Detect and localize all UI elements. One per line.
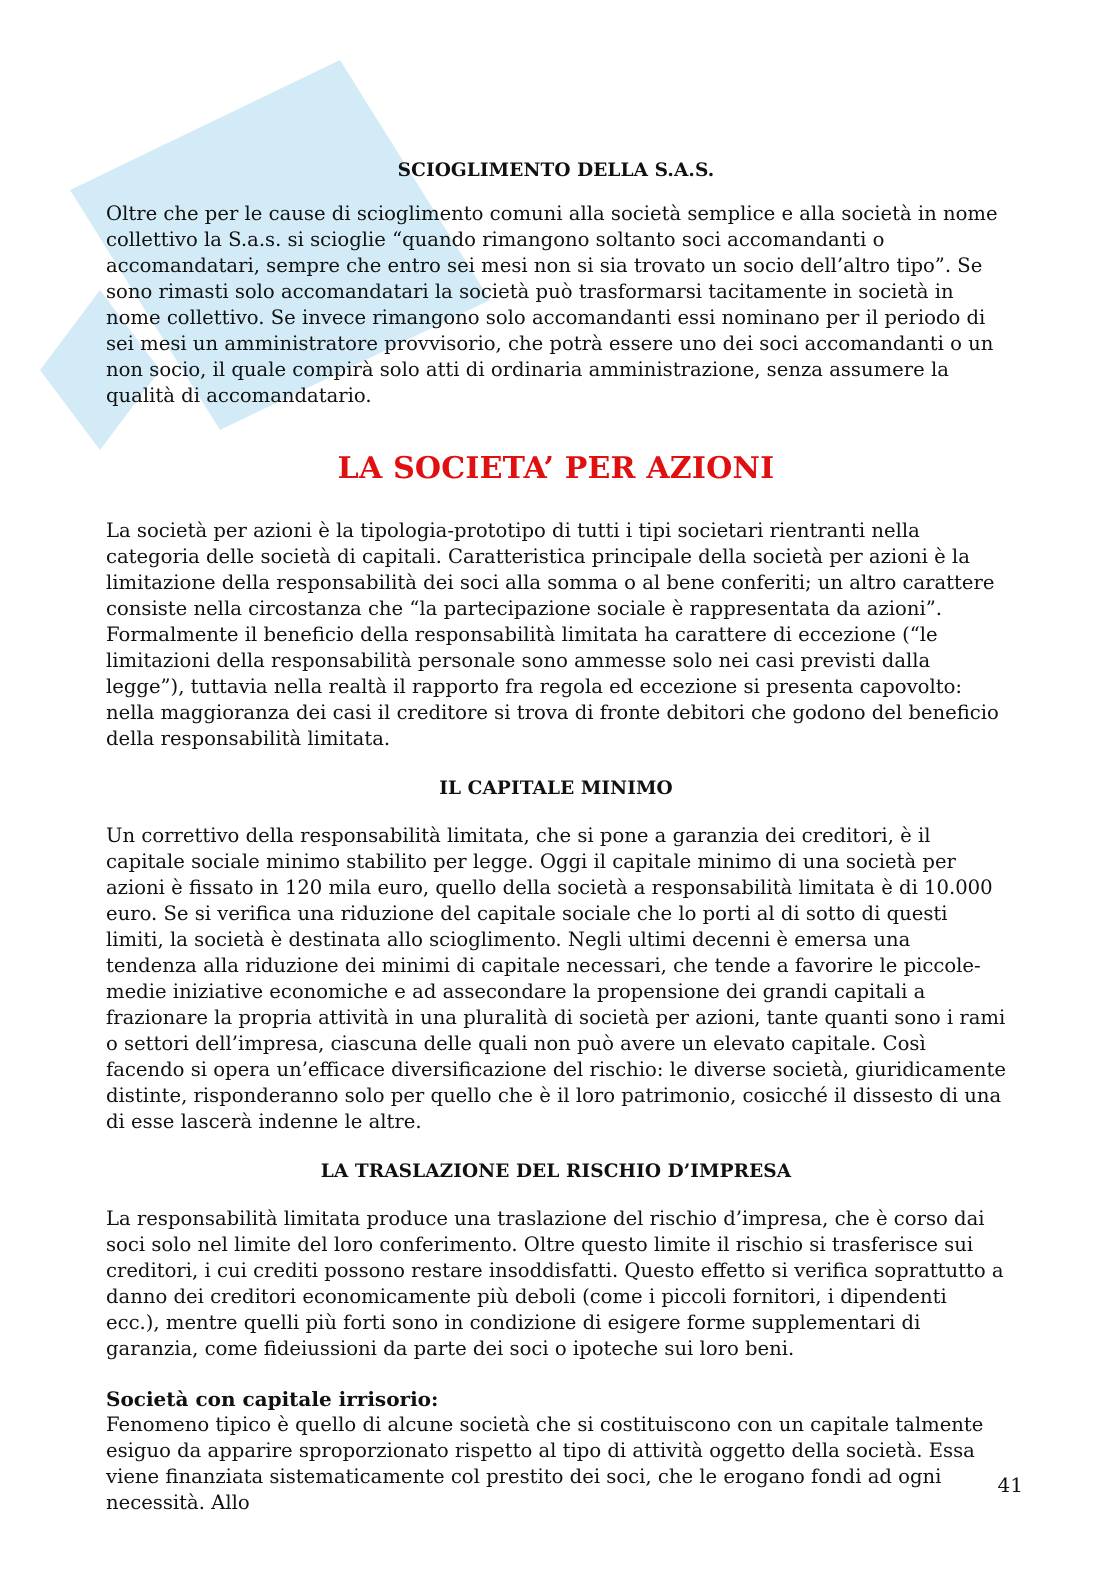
capitale-irrisorio-paragraph: Fenomeno tipico è quello di alcune società che si costituiscono con un capitale talmente esiguo da apparire sproporzionato rispetto al tipo di attività oggetto della società. Essa viene finanziata sistematicamente col prestito dei soci, che le erogano fondi ad ogni necessità. Allo: [106, 1413, 984, 1514]
rischio-impresa-title: LA TRASLAZIONE DEL RISCHIO D’IMPRESA: [320, 1161, 792, 1182]
capitale-minimo-title: IL CAPITALE MINIMO: [439, 778, 673, 799]
main-content: [106, 160, 1006, 1516]
capitale-irrisorio-subheading: Società con capitale irrisorio:: [106, 1387, 439, 1411]
page-number: 41: [997, 1473, 1023, 1497]
spa-title: LA SOCIETA’ PER AZIONI: [337, 451, 775, 486]
sas-title: SCIOGLIMENTO DELLA S.A.S.: [397, 160, 715, 181]
sas-paragraph: Oltre che per le cause di scioglimento comuni alla società semplice e alla società in nome collettivo la S.a.s. si scioglie “quando rimangono soltanto soci accomandanti o accomandatari, sempre che entro sei mesi non si sia trovato un socio dell’altro tipo”. Se sono rimasti solo accomandatari la società può trasformarsi tacitamente in società in nome collettivo. Se invece rimangono solo accomandanti essi nominano per il periodo di sei mesi un amministratore provvisorio, che potrà essere uno dei soci accomandanti o un non socio, il quale compirà solo atti di ordinaria amministrazione, senza assumere la qualità di accomandatario.: [106, 202, 998, 407]
capitale-minimo-paragraph: Un correttivo della responsabilità limitata, che si pone a garanzia dei creditori, è il capitale sociale minimo stabilito per legge. Oggi il capitale minimo di una società per azioni è fissato in 120 mila euro, quello della società a responsabilità limitata è di 10.000 euro. Se si verifica una riduzione del capitale sociale che lo porti al di sotto di questi limiti, la società è destinata allo scioglimento. Negli ultimi decenni è emersa una tendenza alla riduzione dei minimi di capitale necessari, che tende a favorire le piccole-medie iniziative economiche e ad assecondare la propensione dei grandi capitali a frazionare la propria attività in una pluralità di società per azioni, tante quanti sono i rami o settori dell’impresa, ciascuna delle quali non può avere un elevato capitale. Così facendo si opera un’efficace diversificazione del rischio: le diverse società, giuridicamente distinte, risponderanno solo per quello che è il loro patrimonio, cosicché il dissesto di una di esse lascerà indenne le altre.: [106, 824, 1006, 1133]
spa-paragraph: La società per azioni è la tipologia-prototipo di tutti i tipi societari rientranti nella categoria delle società di capitali. Caratteristica principale della società per azioni è la limitazione della responsabilità dei soci alla somma o al bene conferiti; un altro carattere consiste nella circostanza che “la partecipazione sociale è rappresentata da azioni”. Formalmente il beneficio della responsabilità limitata ha carattere di eccezione (“le limitazioni della responsabilità personale sono ammesse solo nei casi previsti dalla legge”), tuttavia nella realtà il rapporto fra regola ed eccezione si presenta capovolto: nella maggioranza dei casi il creditore si trova di fronte debitori che godono del beneficio della responsabilità limitata.: [106, 519, 999, 750]
rischio-impresa-paragraph: La responsabilità limitata produce una traslazione del rischio d’impresa, che è corso dai soci solo nel limite del loro conferimento. Oltre questo limite il rischio si trasferisce sui creditori, i cui crediti possono restare insoddisfatti. Questo effetto si verifica soprattutto a danno dei creditori economicamente più deboli (come i piccoli fornitori, i dipendenti ecc.), mentre quelli più forti sono in condizione di esigere forme supplementari di garanzia, come fideiussioni da parte dei soci o ipoteche sui loro beni.: [106, 1207, 1004, 1360]
